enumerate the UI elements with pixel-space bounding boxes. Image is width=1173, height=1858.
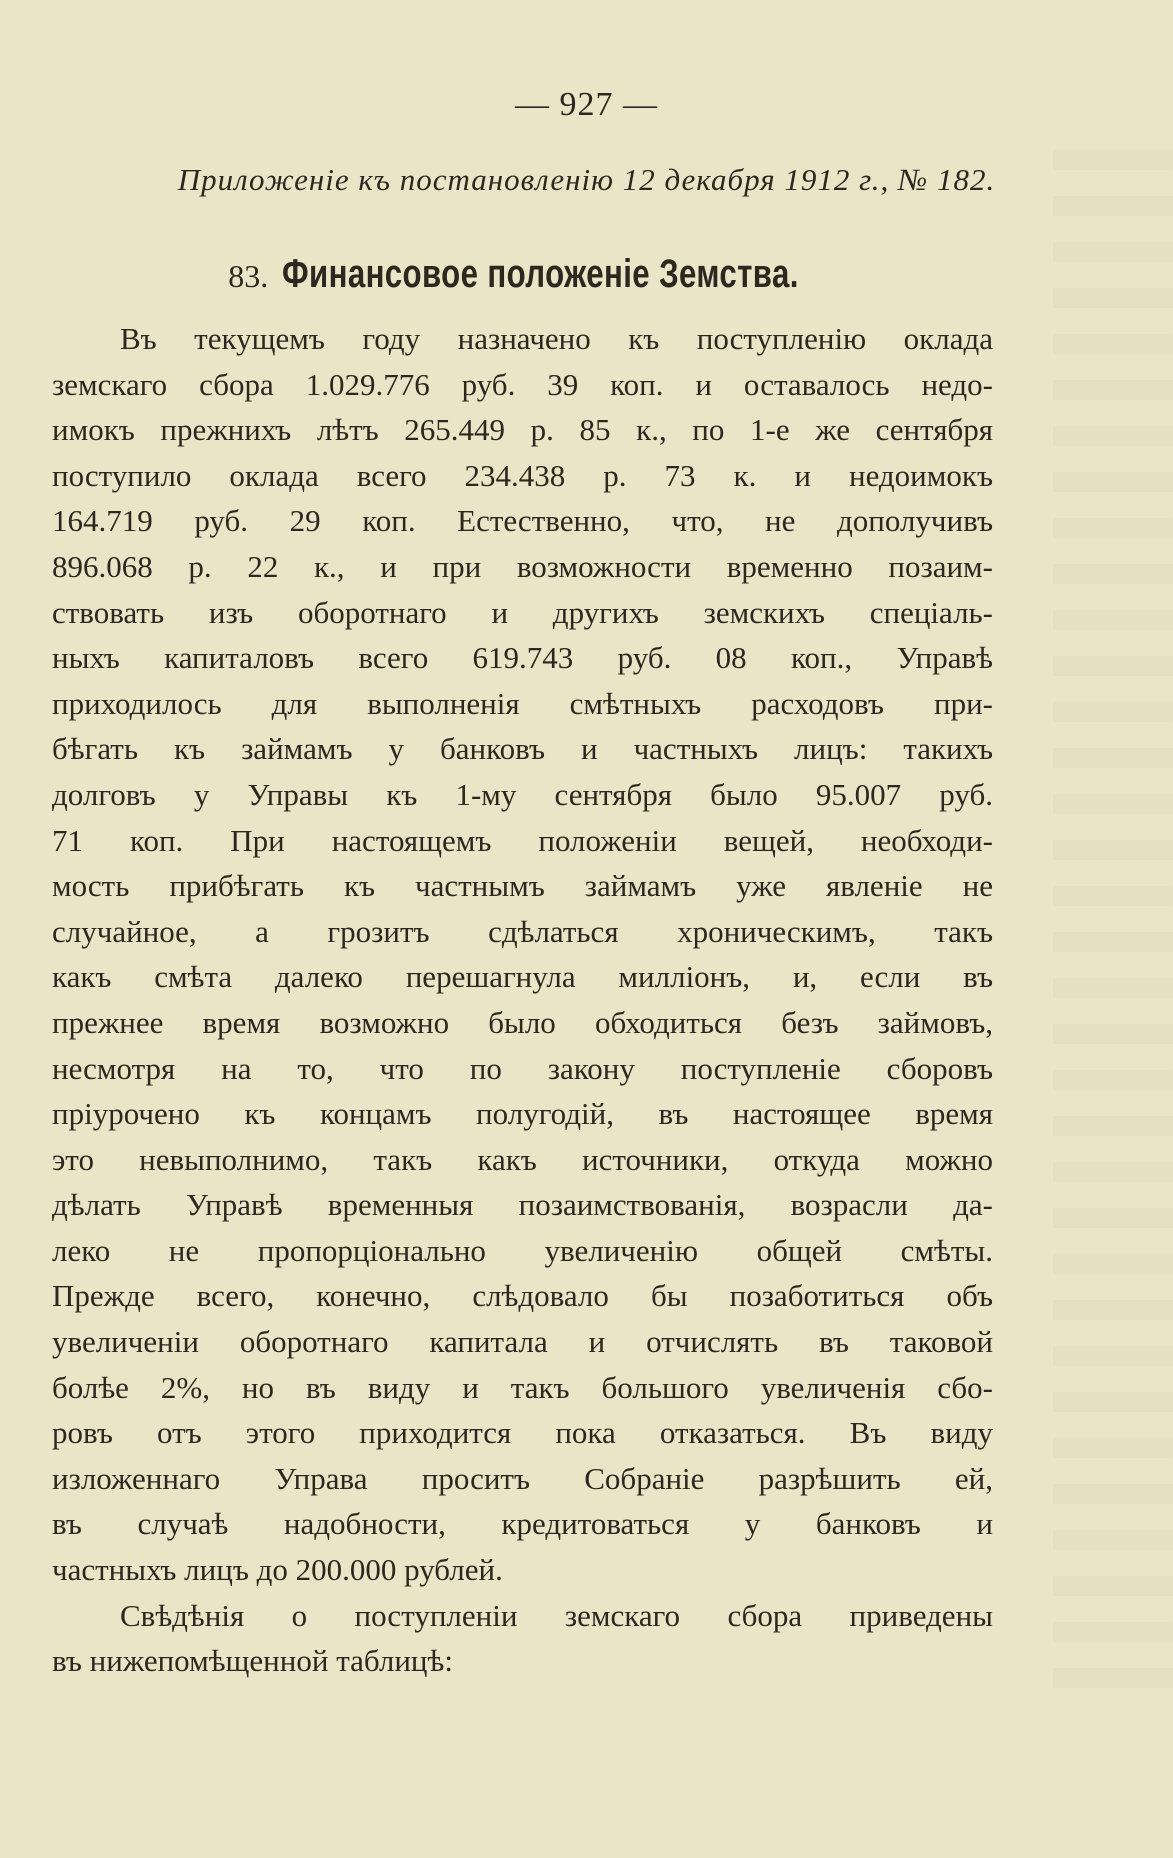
section-title: Финансовое положеніе Земства. xyxy=(282,252,800,296)
text-line: имокъ прежнихъ лѣтъ 265.449 р. 85 к., по 1-е же сентября xyxy=(52,412,993,448)
text-line: бѣгать къ займамъ у банковъ и частныхъ лицъ: такихъ xyxy=(52,731,993,767)
text-line: болѣе 2%, но въ виду и такъ большого увеличенія сбо- xyxy=(52,1369,993,1405)
appendix-note: Приложеніе къ постановленію 12 декабря 1912 г., № 182. xyxy=(177,162,996,197)
text-line: ствовать изъ оборотнаго и другихъ земскихъ спеціаль- xyxy=(52,594,993,630)
text-line: это невыполнимо, такъ какъ источники, откуда можно xyxy=(52,1141,993,1177)
text-line: частныхъ лицъ до 200.000 рублей. xyxy=(52,1552,503,1588)
text-line: Свѣдѣнія о поступленіи земскаго сбора приведены xyxy=(120,1597,993,1633)
text-line: 896.068 р. 22 к., и при возможности временно позаим- xyxy=(52,548,993,584)
text-line: въ нижепомѣщенной таблицѣ: xyxy=(52,1643,453,1679)
text-line: Прежде всего, конечно, слѣдовало бы позаботиться объ xyxy=(52,1278,993,1314)
text-line: земскаго сбора 1.029.776 руб. 39 коп. и оставалось недо- xyxy=(52,366,993,402)
text-line: 71 коп. При настоящемъ положеніи вещей, необходи- xyxy=(52,822,993,858)
text-line: пріурочено къ концамъ полугодій, въ настоящее время xyxy=(52,1096,993,1132)
section-number: 83. xyxy=(228,258,269,294)
text-line: ровъ отъ этого приходится пока отказаться. Въ виду xyxy=(52,1415,993,1451)
text-line: мость прибѣгать къ частнымъ займамъ уже явленіе не xyxy=(52,868,993,904)
text-line: леко не пропорціонально увеличенію общей смѣты. xyxy=(52,1232,993,1268)
text-line: приходилось для выполненія смѣтныхъ расходовъ при- xyxy=(52,685,993,721)
text-line: какъ смѣта далеко перешагнула милліонъ, и, если въ xyxy=(52,959,993,995)
section-heading xyxy=(0,252,1173,297)
text-line: случайное, а грозитъ сдѣлаться хроническимъ, такъ xyxy=(52,913,993,949)
body-text xyxy=(52,316,993,1684)
text-line: изложеннаго Управа проситъ Собраніе разрѣшить ей, xyxy=(52,1460,993,1496)
text-line: ныхъ капиталовъ всего 619.743 руб. 08 коп., Управѣ xyxy=(52,640,993,676)
page-number: — 927 — xyxy=(515,86,658,123)
text-line: увеличеніи оборотнаго капитала и отчислять въ таковой xyxy=(52,1324,993,1360)
text-line: поступило оклада всего 234.438 р. 73 к. и недоимокъ xyxy=(52,457,993,493)
paragraph-1 xyxy=(52,316,993,1593)
text-line: въ случаѣ надобности, кредитоваться у банковъ и xyxy=(52,1506,993,1542)
text-line: 164.719 руб. 29 коп. Естественно, что, не дополучивъ xyxy=(52,503,993,539)
text-line: дѣлать Управѣ временныя позаимствованія, возрасли да- xyxy=(52,1187,993,1223)
text-line: Въ текущемъ году назначено къ поступленію оклада xyxy=(120,321,993,356)
bleed-through-shadow xyxy=(1053,150,1173,1700)
text-line: несмотря на то, что по закону поступленіе сборовъ xyxy=(52,1050,993,1086)
text-line: долговъ у Управы къ 1-му сентября было 95.007 руб. xyxy=(52,776,993,812)
text-line: прежнее время возможно было обходиться безъ займовъ, xyxy=(52,1004,993,1040)
paragraph-2 xyxy=(52,1593,993,1684)
